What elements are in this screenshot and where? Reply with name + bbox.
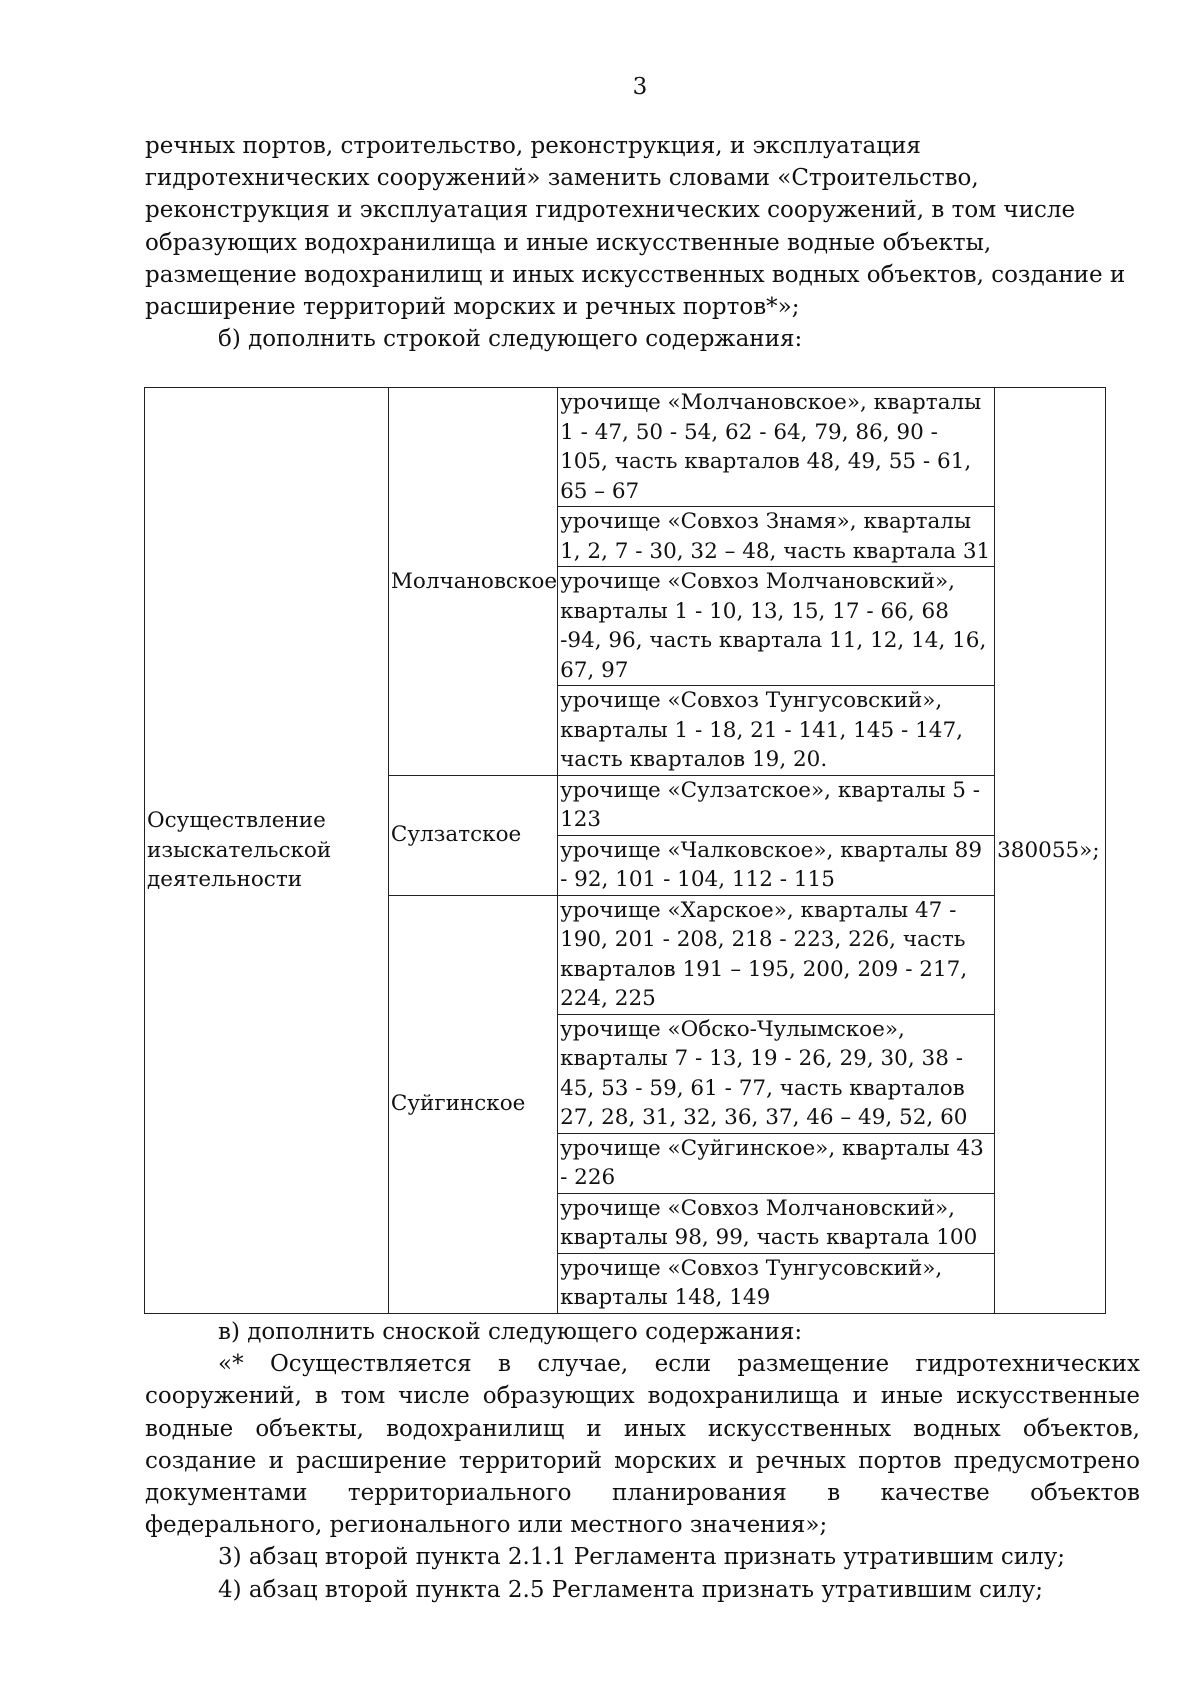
settlement-cell: Сулзатское [388, 775, 557, 895]
item-b-paragraph: б) дополнить строкой следующего содержания: [218, 326, 803, 353]
tract-cell: урочище «Молчановское», кварталы 1 - 47, 50 - 54, 62 - 64, 79, 86, 90 - 105, часть кварталов 48, 49, 55 - 61, 65 – 67 [558, 388, 995, 507]
zones-table [144, 387, 1106, 1314]
tract-cell: урочище «Совхоз Молчановский», кварталы 1 - 10, 13, 15, 17 - 66, 68 -94, 96, часть квартала 11, 12, 14, 16, 67, 97 [558, 567, 995, 686]
page-number: 3 [632, 74, 648, 100]
top-paragraph: речных портов, строительство, реконструкция, и эксплуатация гидротехнических сооружений» заменить словами «Строительство, реконструкция и эксплуатация гидротехнических сооружений, в том числе образующих водохранилища и иные искусственные водные объекты, размещение водохранилищ и иных искусственных водных объектов, создание и расширение территорий морских и речных портов*»; [145, 133, 1126, 321]
tract-cell: урочище «Чалковское», кварталы 89 - 92, 101 - 104, 112 - 115 [558, 835, 995, 895]
item-4-paragraph: 4) абзац второй пункта 2.5 Регламента признать утратившим силу; [218, 1576, 1044, 1603]
tract-cell: урочище «Совхоз Тунгусовский», кварталы 1 - 18, 21 - 141, 145 - 147, часть кварталов 19, 20. [558, 686, 995, 776]
settlement-cell: Молчановское [388, 388, 557, 776]
activity-cell: Осуществление изыскательской деятельности [145, 388, 389, 1314]
tract-cell: урочище «Харское», кварталы 47 - 190, 201 - 208, 218 - 223, 226, часть кварталов 191 – 195, 200, 209 - 217, 224, 225 [558, 895, 995, 1014]
item-v-paragraph: в) дополнить сноской следующего содержания: [218, 1319, 803, 1345]
tract-cell: урочище «Сулзатское», кварталы 5 - 123 [558, 775, 995, 835]
tract-cell: урочище «Совхоз Молчановский», кварталы 98, 99, часть квартала 100 [558, 1193, 995, 1253]
table-row [145, 388, 1106, 507]
footnote-paragraph: «* Осуществляется в случае, если размещение гидротехнических сооружений, в том числе образующих водохранилища и иные искусственные водные объекты, водохранилищ и иных искусственных водных объектов, создание и расширение территорий морских и речных портов предусмотрено документами территориального планирования в качестве объектов федерального, регионального или местного значения»; [145, 1351, 1140, 1539]
code-cell: 380055»; [995, 388, 1106, 1314]
bottom-text-block [145, 1316, 1140, 1606]
tract-cell: урочище «Обско-Чулымское», кварталы 7 - 13, 19 - 26, 29, 30, 38 - 45, 53 - 59, 61 - 77, часть кварталов 27, 28, 31, 32, 36, 37, 46 – 49, 52, 60 [558, 1014, 995, 1133]
item-3-paragraph: 3) абзац второй пункта 2.1.1 Регламента признать утратившим силу; [218, 1544, 1065, 1571]
top-text-block [145, 130, 1140, 355]
tract-cell: урочище «Суйгинское», кварталы 43 - 226 [558, 1133, 995, 1193]
tract-cell: урочище «Совхоз Тунгусовский», кварталы 148, 149 [558, 1253, 995, 1313]
settlement-cell: Суйгинское [388, 895, 557, 1313]
tract-cell: урочище «Совхоз Знамя», кварталы 1, 2, 7 - 30, 32 – 48, часть квартала 31 [558, 507, 995, 567]
